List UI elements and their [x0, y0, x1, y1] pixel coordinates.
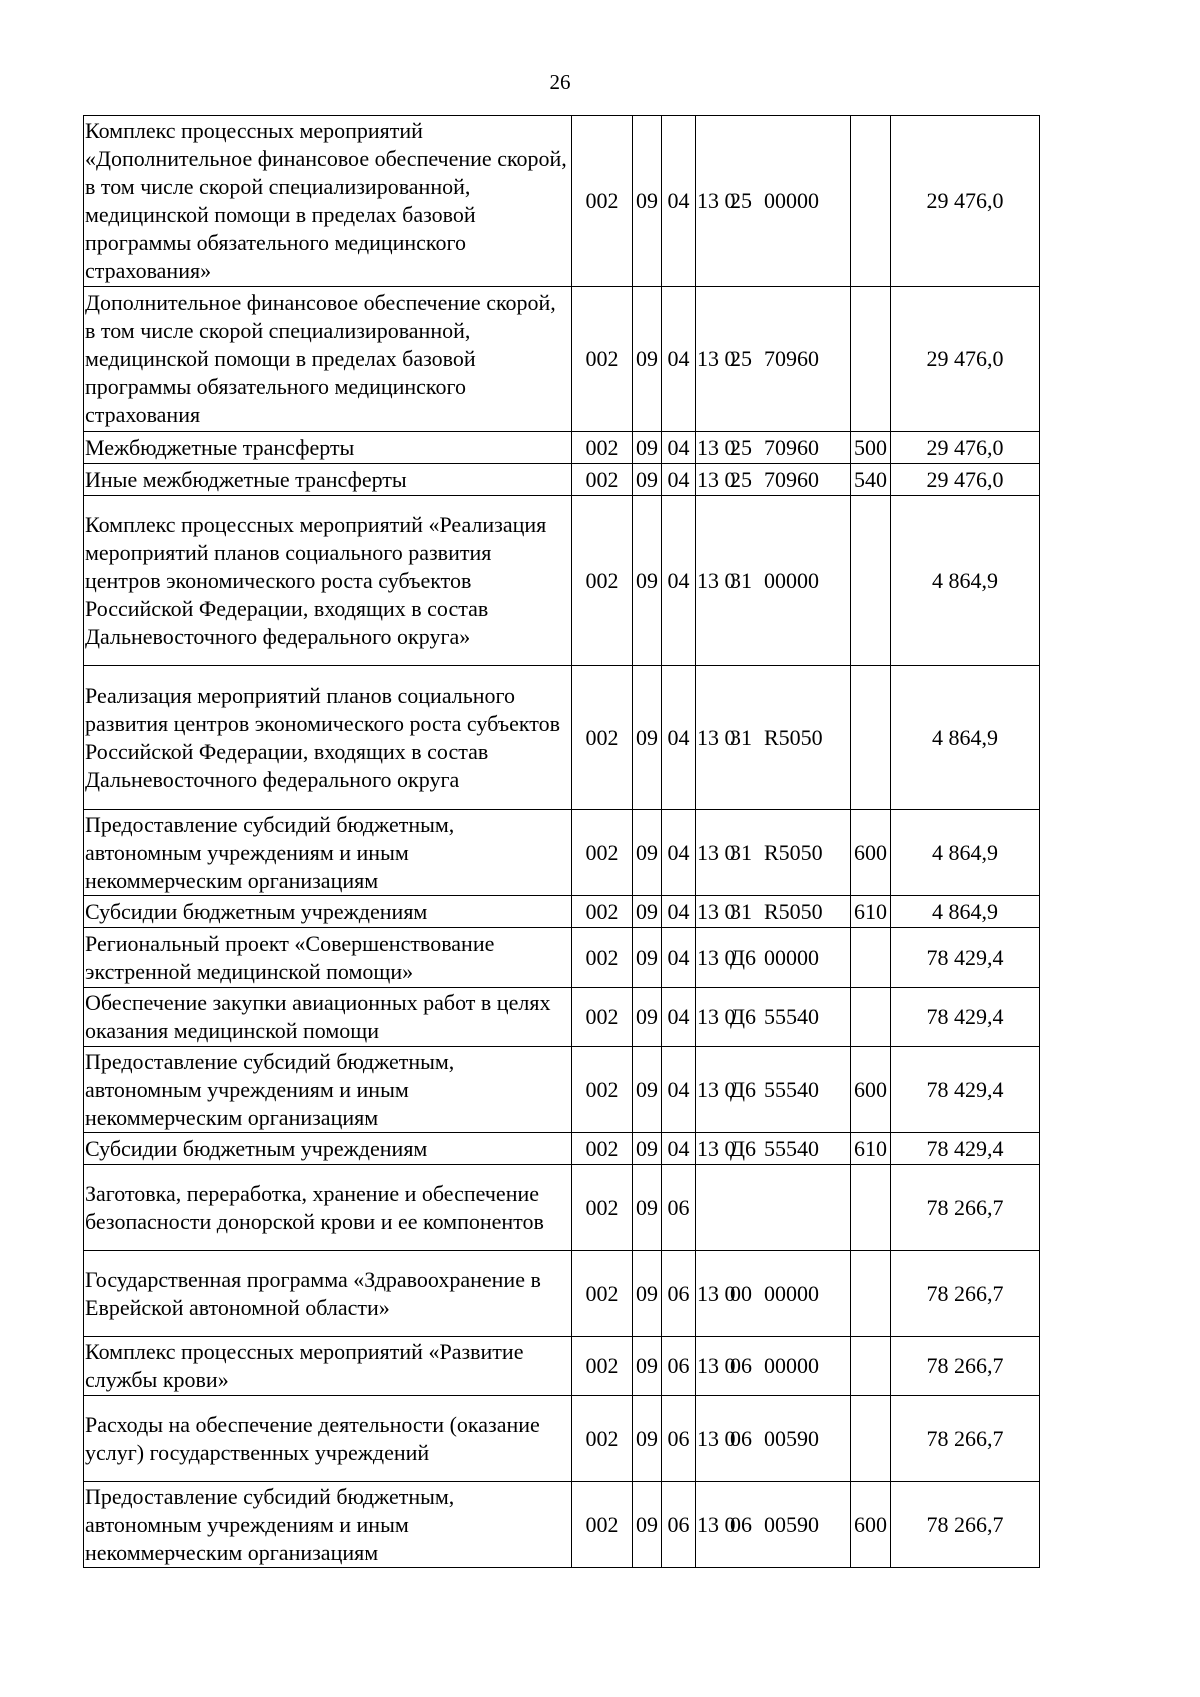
page-number: 26 [549, 70, 571, 94]
target-measure-part: 31 [730, 839, 752, 865]
target-article-code [696, 287, 851, 432]
amount: 29 476,0 [891, 432, 1040, 464]
row-name: Комплекс процессных мероприятий «Развитие службы крови» [84, 1337, 572, 1396]
target-direction-part: 00000 [764, 188, 819, 213]
section-code: 09 [633, 810, 662, 896]
section-code: 09 [633, 1396, 662, 1482]
dept-code: 002 [572, 896, 633, 928]
subsection-code: 04 [662, 988, 696, 1047]
row-name: Предоставление субсидий бюджетным, автономным учреждениям и иным некоммерческим организациям [84, 1482, 572, 1568]
table-row [84, 928, 1040, 988]
row-name: Реализация мероприятий планов социального развития центров экономического роста субъектов Российской Федерации, входящих в состав Дальневосточного федерального округа [84, 666, 572, 810]
table-row [84, 666, 1040, 810]
target-program-part: 13 0 [697, 1280, 736, 1306]
subsection-code: 04 [662, 928, 696, 988]
target-measure-part: 06 [730, 1353, 752, 1378]
expense-type-code [851, 928, 891, 988]
section-code: 09 [633, 988, 662, 1047]
expense-type-code [851, 666, 891, 810]
amount: 78 429,4 [891, 1047, 1040, 1133]
section-code: 09 [633, 928, 662, 988]
dept-code: 002 [572, 116, 633, 287]
section-code: 09 [633, 1482, 662, 1568]
dept-code: 002 [572, 1337, 633, 1396]
target-measure-part: 00 [730, 1280, 752, 1306]
target-direction-part: 00000 [764, 567, 819, 593]
table-row [84, 1047, 1040, 1133]
dept-code: 002 [572, 1482, 633, 1568]
target-article-code [696, 496, 851, 666]
target-program-part: 13 0 [697, 567, 736, 593]
dept-code: 002 [572, 496, 633, 666]
target-program-part: 13 0 [697, 1425, 736, 1451]
target-measure-part: 25 [730, 434, 752, 460]
expense-type-code [851, 287, 891, 432]
row-name: Обеспечение закупки авиационных работ в целях оказания медицинской помощи [84, 988, 572, 1047]
subsection-code: 04 [662, 896, 696, 928]
row-name: Государственная программа «Здравоохранение в Еврейской автономной области» [84, 1251, 572, 1337]
subsection-code: 04 [662, 432, 696, 464]
dept-code: 002 [572, 1165, 633, 1251]
amount: 78 266,7 [891, 1396, 1040, 1482]
subsection-code: 04 [662, 287, 696, 432]
table-row [84, 896, 1040, 928]
subsection-code: 04 [662, 116, 696, 287]
dept-code: 002 [572, 287, 633, 432]
table-row [84, 1133, 1040, 1165]
section-code: 09 [633, 432, 662, 464]
subsection-code: 06 [662, 1165, 696, 1251]
subsection-code: 04 [662, 1133, 696, 1165]
target-measure-part: 25 [730, 466, 752, 492]
expense-type-code: 610 [851, 896, 891, 928]
subsection-code: 06 [662, 1396, 696, 1482]
expense-type-code [851, 496, 891, 666]
subsection-code: 04 [662, 1047, 696, 1133]
target-direction-part: 00590 [764, 1425, 819, 1451]
target-direction-part: R5050 [764, 898, 823, 924]
target-article-code [696, 666, 851, 810]
subsection-code: 04 [662, 496, 696, 666]
dept-code: 002 [572, 464, 633, 496]
table-row [84, 287, 1040, 432]
subsection-code: 06 [662, 1337, 696, 1396]
dept-code: 002 [572, 810, 633, 896]
target-program-part: 13 0 [697, 1004, 736, 1029]
target-measure-part: 31 [730, 898, 752, 924]
target-direction-part: 00000 [764, 1280, 819, 1306]
row-name: Иные межбюджетные трансферты [84, 464, 572, 496]
expense-type-code [851, 1396, 891, 1482]
target-article-code [696, 432, 851, 464]
target-direction-part: 70960 [764, 346, 819, 371]
amount: 29 476,0 [891, 464, 1040, 496]
expense-type-code [851, 1337, 891, 1396]
target-article-code [696, 988, 851, 1047]
amount: 4 864,9 [891, 666, 1040, 810]
amount: 78 429,4 [891, 988, 1040, 1047]
row-name: Заготовка, переработка, хранение и обеспечение безопасности донорской крови и ее компонентов [84, 1165, 572, 1251]
target-direction-part: 00590 [764, 1511, 819, 1537]
dept-code: 002 [572, 666, 633, 810]
target-direction-part: 55540 [764, 1135, 819, 1161]
row-name: Комплекс процессных мероприятий «Реализация мероприятий планов социального развития центров экономического роста субъектов Российской Федерации, входящих в состав Дальневосточного федерального округа» [84, 496, 572, 666]
dept-code: 002 [572, 1133, 633, 1165]
target-program-part: 13 0 [697, 466, 736, 492]
section-code: 09 [633, 896, 662, 928]
row-name: Региональный проект «Совершенствование экстренной медицинской помощи» [84, 928, 572, 988]
amount: 78 266,7 [891, 1165, 1040, 1251]
section-code: 09 [633, 464, 662, 496]
dept-code: 002 [572, 1047, 633, 1133]
section-code: 09 [633, 1047, 662, 1133]
target-program-part: 13 0 [697, 944, 736, 970]
expense-type-code: 500 [851, 432, 891, 464]
expense-type-code: 600 [851, 1047, 891, 1133]
table-row [84, 1396, 1040, 1482]
target-program-part: 13 0 [697, 1135, 736, 1161]
subsection-code: 04 [662, 810, 696, 896]
dept-code: 002 [572, 432, 633, 464]
target-article-code [696, 1482, 851, 1568]
target-article-code [696, 116, 851, 287]
dept-code: 002 [572, 1396, 633, 1482]
table-row [84, 1482, 1040, 1568]
target-direction-part: R5050 [764, 724, 823, 750]
expense-type-code: 610 [851, 1133, 891, 1165]
amount: 4 864,9 [891, 496, 1040, 666]
section-code: 09 [633, 1337, 662, 1396]
section-code: 09 [633, 1251, 662, 1337]
target-program-part: 13 0 [697, 434, 736, 460]
amount: 78 429,4 [891, 928, 1040, 988]
budget-table [83, 115, 1040, 1568]
expense-type-code [851, 116, 891, 287]
section-code: 09 [633, 496, 662, 666]
target-measure-part: 31 [730, 724, 752, 750]
target-measure-part: Д6 [730, 1004, 757, 1029]
amount: 78 266,7 [891, 1482, 1040, 1568]
table-row [84, 432, 1040, 464]
target-article-code [696, 1133, 851, 1165]
row-name: Предоставление субсидий бюджетным, автономным учреждениям и иным некоммерческим организациям [84, 810, 572, 896]
subsection-code: 04 [662, 464, 696, 496]
target-program-part: 13 0 [697, 1076, 736, 1102]
table-row [84, 496, 1040, 666]
target-measure-part: 06 [730, 1425, 752, 1451]
section-code: 09 [633, 1133, 662, 1165]
row-name: Расходы на обеспечение деятельности (оказание услуг) государственных учреждений [84, 1396, 572, 1482]
dept-code: 002 [572, 988, 633, 1047]
target-article-code [696, 1165, 851, 1251]
target-measure-part: Д6 [730, 944, 757, 970]
target-measure-part: Д6 [730, 1076, 757, 1102]
expense-type-code: 600 [851, 810, 891, 896]
target-measure-part: 25 [730, 346, 752, 371]
target-measure-part: 31 [730, 567, 752, 593]
target-article-code [696, 896, 851, 928]
table-row [84, 464, 1040, 496]
target-article-code [696, 928, 851, 988]
expense-type-code [851, 1165, 891, 1251]
target-article-code [696, 1251, 851, 1337]
subsection-code: 04 [662, 666, 696, 810]
target-program-part: 13 0 [697, 898, 736, 924]
target-program-part: 13 0 [697, 1353, 736, 1378]
row-name: Межбюджетные трансферты [84, 432, 572, 464]
target-direction-part: 00000 [764, 1353, 819, 1378]
amount: 29 476,0 [891, 116, 1040, 287]
row-name: Субсидии бюджетным учреждениям [84, 896, 572, 928]
target-article-code [696, 810, 851, 896]
expense-type-code [851, 988, 891, 1047]
amount: 4 864,9 [891, 896, 1040, 928]
subsection-code: 06 [662, 1482, 696, 1568]
target-direction-part: 55540 [764, 1076, 819, 1102]
row-name: Субсидии бюджетным учреждениям [84, 1133, 572, 1165]
target-program-part: 13 0 [697, 346, 736, 371]
target-program-part: 13 0 [697, 1511, 736, 1537]
amount: 78 266,7 [891, 1251, 1040, 1337]
target-direction-part: R5050 [764, 839, 823, 865]
row-name: Комплекс процессных мероприятий «Дополнительное финансовое обеспечение скорой, в том числе скорой специализированной, медицинской помощи в пределах базовой программы обязательного медицинского страхования» [84, 116, 572, 287]
target-article-code [696, 1047, 851, 1133]
target-measure-part: 06 [730, 1511, 752, 1537]
target-measure-part: Д6 [730, 1135, 757, 1161]
row-name: Дополнительное финансовое обеспечение скорой, в том числе скорой специализированной, медицинской помощи в пределах базовой программы обязательного медицинского страхования [84, 287, 572, 432]
dept-code: 002 [572, 1251, 633, 1337]
dept-code: 002 [572, 928, 633, 988]
table-row [84, 988, 1040, 1047]
table-row [84, 810, 1040, 896]
amount: 78 429,4 [891, 1133, 1040, 1165]
amount: 4 864,9 [891, 810, 1040, 896]
table-row [84, 1251, 1040, 1337]
section-code: 09 [633, 116, 662, 287]
expense-type-code [851, 1251, 891, 1337]
row-name: Предоставление субсидий бюджетным, автономным учреждениям и иным некоммерческим организациям [84, 1047, 572, 1133]
section-code: 09 [633, 1165, 662, 1251]
target-direction-part: 00000 [764, 944, 819, 970]
table-row [84, 1165, 1040, 1251]
target-article-code [696, 1337, 851, 1396]
amount: 78 266,7 [891, 1337, 1040, 1396]
target-measure-part: 25 [730, 188, 752, 213]
target-direction-part: 70960 [764, 466, 819, 492]
target-program-part: 13 0 [697, 839, 736, 865]
target-direction-part: 70960 [764, 434, 819, 460]
amount: 29 476,0 [891, 287, 1040, 432]
subsection-code: 06 [662, 1251, 696, 1337]
target-program-part: 13 0 [697, 188, 736, 213]
section-code: 09 [633, 666, 662, 810]
target-article-code [696, 1396, 851, 1482]
target-article-code [696, 464, 851, 496]
expense-type-code: 600 [851, 1482, 891, 1568]
section-code: 09 [633, 287, 662, 432]
table-row [84, 1337, 1040, 1396]
expense-type-code: 540 [851, 464, 891, 496]
target-direction-part: 55540 [764, 1004, 819, 1029]
target-program-part: 13 0 [697, 724, 736, 750]
table-row [84, 116, 1040, 287]
